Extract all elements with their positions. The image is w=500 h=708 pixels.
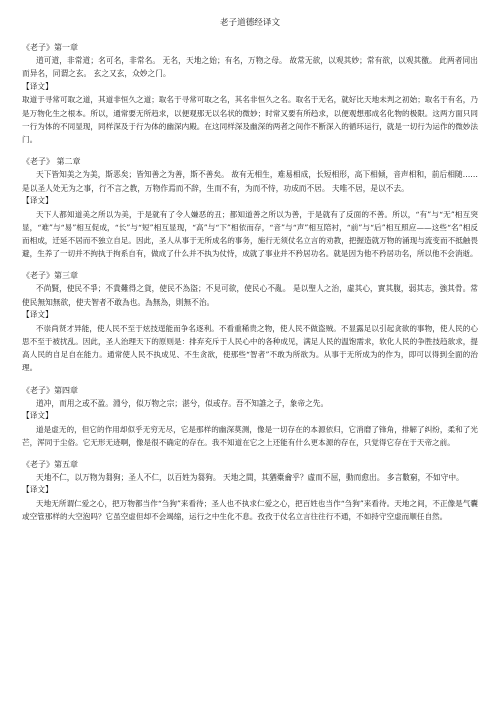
translation-tag: 【译文】 [22, 310, 53, 320]
original-text: 道可道，非常道；名可名，非常名。 无名，天地之始；有名，万物之母。 故常无欲，以观其妙；常有欲，以观其徼。 此两者同出而异名，同谓之玄。 玄之又玄，众妙之门。 [22, 56, 478, 79]
original-text: 天下皆知美之为美，斯恶矣；皆知善之为善，斯不善矣。 故有无相生，难易相成，长短相形，高下相倾，音声相和，前后相随…… 是以圣人处无为之事，行不言之教，万物作焉而不辞，生而不有，为而不恃，功成而不居。 夫唯不居，是以不去。 [22, 170, 478, 193]
translation-tag: 【译文】 [22, 411, 53, 421]
chapter-5 [22, 459, 478, 523]
translation-text: 天地无所谓仁爱之心，把万物都当作“刍狗”来看待；圣人也不执求仁爱之心，把百姓也当作“刍狗”来看待。天地之间，不正像是气囊或空管那样的大空泡吗？它虽空虚但却不会竭缩，运行之中生化不息。孜孜于仗名立言往往行不通，不如持守空虚而顺任自然。 [22, 499, 478, 522]
chapter-3 [22, 270, 478, 374]
chapter-heading: 《老子》第五章 [22, 460, 78, 470]
translation-tag: 【译文】 [22, 485, 53, 495]
chapter-heading: 《老子》第一章 [22, 43, 78, 52]
original-text: 不尚賢，使民不爭；不貴難得之貨，使民不為盜；不見可欲，使民心不亂。 是以聖人之治，虛其心，實其腹，弱其志，強其骨。常使民無知無欲，使夫智者不敢為也。為無為，則無不治。 [22, 284, 478, 307]
translation-text: 道是虚无的，但它的作用却似乎无穷无尽，它是那样的幽深莫测，像是一切存在的本源依归，它消磨了锋角，排解了纠纷，柔和了光芒，浑同于尘俗。它无形无迹啊，像是很不确定的存在。我不知道在它之上还能有什么更本源的存在，只觉得它存在于天帝之前。 [22, 424, 478, 447]
chapter-4 [22, 385, 478, 449]
translation-text: 天下人都知道美之所以为美，于是就有了令人嫌恶的丑；都知道善之所以为善，于是就有了反面的不善。所以，“有”与“无”相互突显，“难”与“易”相互促成，“长”与“短”相互显现，“高”与“下”相依而存，“音”与“声”相互陪衬，“前”与“后”相互照应——这些“名”相反而相成，迁延不居而不独立自足。因此，圣人从事于无所成名的事务，施行无须仗名立言的劝教，把握造就万物的涌现与流变而不抵触畏避，生养了一切并不拘执于拘系自有，做成了什么并不执为仗恃，成就了事业并不矜居功名。就是因为他不矜居功名，所以他不会消逝。 [22, 209, 478, 259]
chapter-heading: 《老子》第三章 [22, 271, 78, 281]
original-text: 天地不仁，以万物为芻狗；圣人不仁，以百姓为芻狗。 天地之間，其猶橐龠乎？虛而不屈，動而愈出。 多言數窮，不如守中。 [36, 473, 464, 483]
translation-text: 取道于寻常可取之道，其道非恒久之道；取名于寻常可取之名，其名非恒久之名。取名于无名，就好比天地未判之初始；取名于有名，乃是万物化生之根本。所以，通常要无所趋求，以便观那无以名状的微妙；时常又要有所趋求，以便观想那成名化物的极限。这两方面只同一行为体的不同显现，同样深及于行为体的幽深内殿。在这同样深及幽深的两者之间作不断深入的循环运行，就是一切行为运作的微妙法门。 [22, 95, 478, 145]
chapter-2 [22, 156, 478, 260]
chapter-heading: 《老子》第四章 [22, 385, 78, 395]
chapter-1 [22, 42, 478, 146]
document-title: 老子道德经译文 [219, 18, 281, 28]
translation-tag: 【译文】 [22, 81, 53, 91]
translation-text: 不崇尚贤才异能，使人民不至于炫技逞能而争名逐利。不看重稀贵之物，使人民不做盗贼。不显露足以引起贪欲的事物，使人民的心思不至于被扰乱。因此，圣人治理天下的原则是：排弃充斥于人民心中的各种成见，满足人民的温饱需求，软化人民的争胜技趋欲求，提高人民的自足自在能力。通常使人民不执成见、不生贪欲，使那些“智者”不敢为所欲为。从事于无所成为的作为，即可以得到全面的治理。 [22, 323, 478, 373]
translation-tag: 【译文】 [22, 196, 53, 206]
original-text: 道冲，而用之或不盈。淵兮，似万物之宗；湛兮，似或存。吾不知誰之子，象帝之先。 [36, 398, 329, 408]
chapter-heading: 《老子》 第二章 [22, 157, 81, 167]
